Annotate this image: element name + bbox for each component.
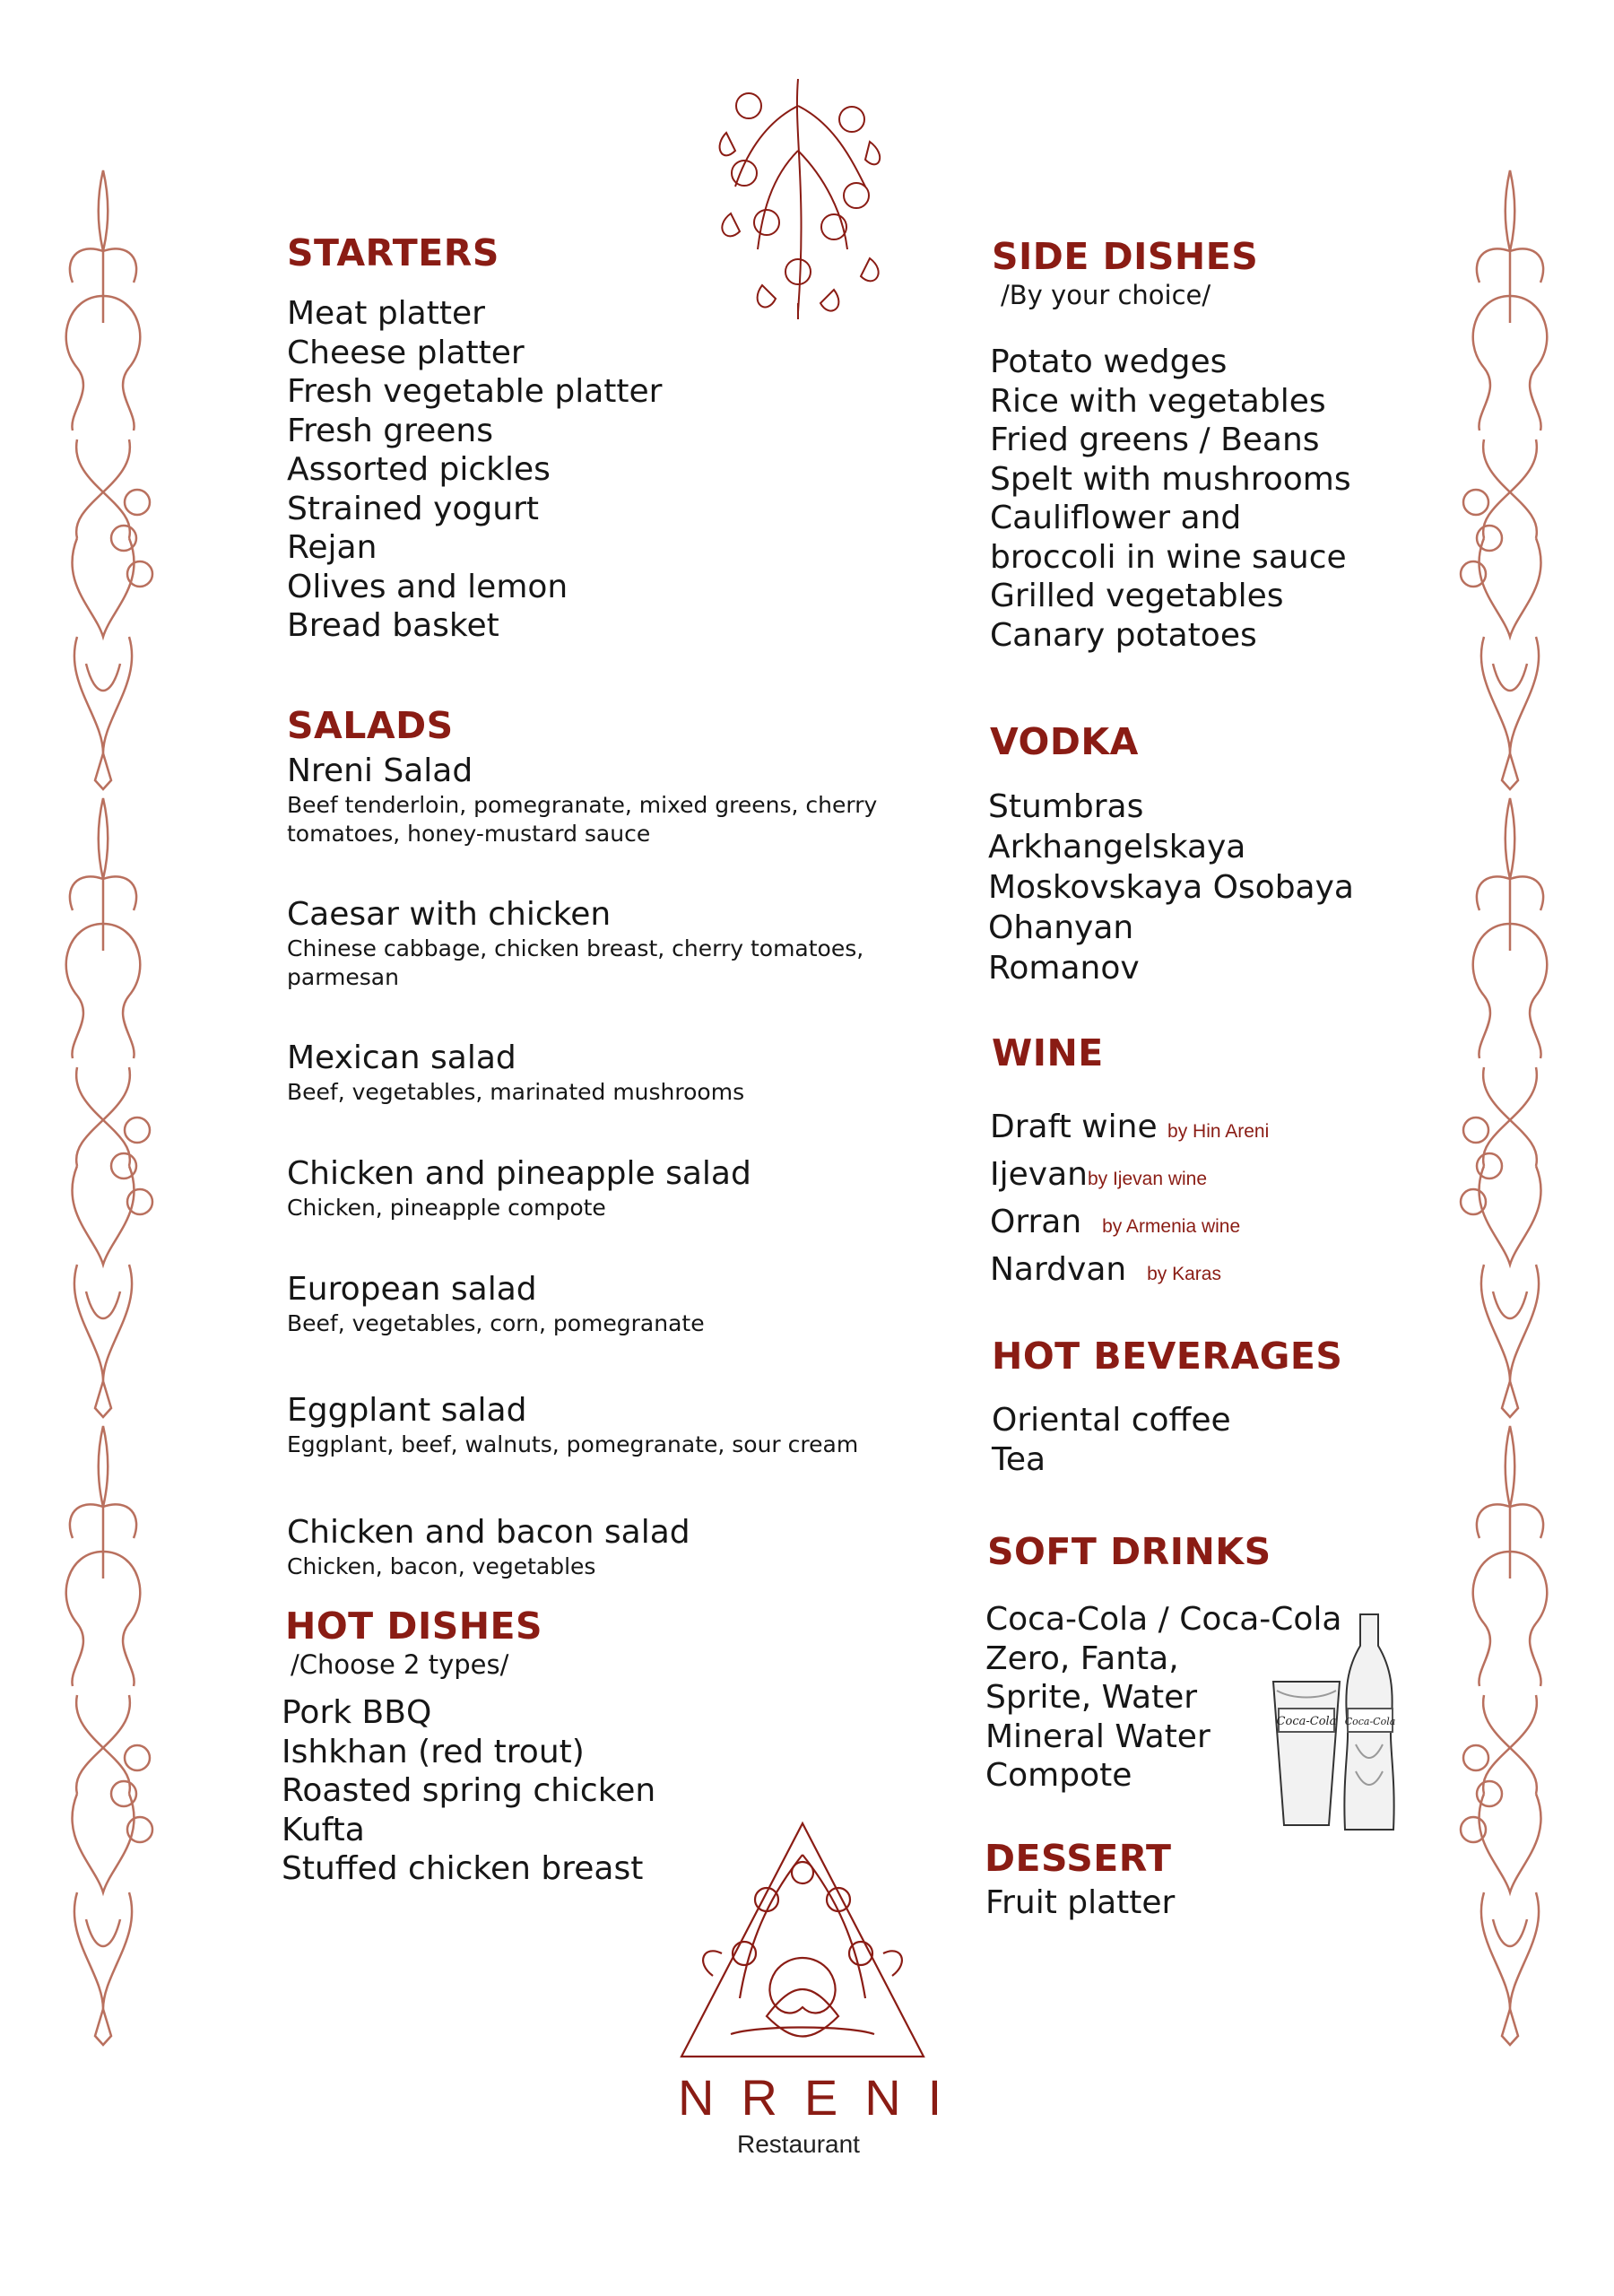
list-item: Mineral Water [985, 1718, 1210, 1755]
salad-name: Eggplant salad [287, 1392, 527, 1429]
wine-title: WINE [992, 1031, 1104, 1074]
list-item: Rejan [287, 529, 377, 566]
side-dishes-section [992, 235, 1458, 310]
list-item: Cheese platter [287, 334, 525, 371]
side-dishes-list [990, 343, 1456, 655]
hot-beverages-list [992, 1401, 1458, 1479]
cola-logo: Coca-Cola [1344, 1716, 1396, 1727]
vodka-section [990, 720, 1456, 763]
salad-item [287, 1154, 933, 1222]
salad-name: European salad [287, 1271, 537, 1308]
list-item: Ishkhan (red trout) [282, 1733, 585, 1770]
list-item: Fresh vegetable platter [287, 373, 663, 410]
salad-desc: Eggplant, beef, walnuts, pomegranate, sour cream [287, 1431, 859, 1457]
salad-item [287, 1391, 933, 1459]
list-item: Roasted spring chicken [282, 1772, 656, 1809]
wine-name: Draft wine [990, 1109, 1158, 1145]
salads-section [287, 704, 933, 747]
list-item: Coca-Cola / Coca-Cola [985, 1601, 1342, 1638]
cola-illustration [1266, 1610, 1401, 1834]
salads-title: SALADS [287, 704, 454, 747]
side-dishes-subtitle: /By your choice/ [1001, 280, 1211, 310]
salad-desc: Beef, vegetables, corn, pomegranate [287, 1310, 705, 1336]
hot-beverages-section [992, 1335, 1476, 1378]
vodka-list [988, 787, 1454, 988]
logo-wordmark: NRENI [678, 2069, 969, 2126]
salad-desc: tomatoes, honey-mustard sauce [287, 821, 651, 847]
dessert-section [985, 1837, 1469, 1880]
salad-name: Chicken and bacon salad [287, 1514, 690, 1551]
list-item: Potato wedges [990, 344, 1228, 380]
list-item: Assorted pickles [287, 451, 551, 488]
list-item: Cauliflower and [990, 500, 1242, 536]
list-item: Spelt with mushrooms [990, 460, 1351, 498]
list-item: Pork BBQ [282, 1694, 432, 1731]
wine-producer: by Armenia wine [1102, 1216, 1241, 1237]
starters-list [287, 294, 915, 646]
salad-name: Nreni Salad [287, 752, 473, 789]
salad-desc: Chicken, pineapple compote [287, 1195, 606, 1221]
side-dishes-title: SIDE DISHES [992, 235, 1259, 278]
wine-item [990, 1106, 1456, 1153]
list-item: Zero, Fanta, [985, 1639, 1179, 1677]
list-item: Rice with vegetables [990, 382, 1326, 420]
salad-item [287, 1270, 933, 1338]
cola-logo: Coca-Cola [1276, 1715, 1337, 1728]
list-item: Fruit platter [985, 1884, 1176, 1921]
hot-dishes-subtitle: /Choose 2 types/ [291, 1649, 509, 1680]
left-border-ornament [50, 161, 156, 2054]
list-item: Oriental coffee [992, 1402, 1231, 1439]
wine-name: Nardvan [990, 1251, 1127, 1288]
list-item: Sprite, Water [985, 1679, 1198, 1716]
dessert-title: DESSERT [985, 1837, 1172, 1880]
list-item: Meat platter [287, 295, 485, 332]
salad-name: Chicken and pineapple salad [287, 1155, 751, 1192]
list-item: Stuffed chicken breast [282, 1850, 644, 1887]
list-item: broccoli in wine sauce [990, 538, 1347, 576]
vodka-title: VODKA [990, 720, 1139, 763]
list-item: Tea [992, 1440, 1046, 1478]
wine-item [990, 1153, 1456, 1201]
soft-drinks-title: SOFT DRINKS [987, 1530, 1271, 1573]
salad-item [287, 895, 933, 992]
wine-name: Ijevan [990, 1156, 1088, 1193]
list-item: Grilled vegetables [990, 578, 1284, 614]
hot-dishes-title: HOT DISHES [285, 1605, 543, 1648]
wine-list [990, 1106, 1456, 1296]
list-item: Moskovskaya Osobaya [988, 869, 1354, 906]
right-border-ornament [1457, 161, 1563, 2054]
salad-item [287, 1039, 933, 1107]
salad-name: Mexican salad [287, 1039, 516, 1076]
list-item: Olives and lemon [287, 568, 568, 605]
starters-section [287, 231, 915, 646]
list-item: Kufta [282, 1811, 365, 1848]
list-item: Stumbras [988, 788, 1144, 825]
list-item: Bread basket [287, 607, 499, 644]
list-item: Fried greens / Beans [990, 422, 1320, 458]
wine-producer: by Hin Areni [1167, 1121, 1270, 1142]
list-item: Arkhangelskaya [988, 829, 1246, 865]
list-item: Fresh greens [287, 412, 493, 449]
wine-item [990, 1201, 1456, 1248]
salad-item [287, 752, 933, 848]
salad-desc: Chicken, bacon, vegetables [287, 1553, 596, 1579]
wine-name: Orran [990, 1204, 1082, 1240]
salad-desc: Beef tenderloin, pomegranate, mixed greens, cherry [287, 792, 878, 818]
soft-drinks-section [987, 1530, 1471, 1573]
starters-title: STARTERS [287, 231, 499, 274]
hot-beverages-title: HOT BEVERAGES [992, 1335, 1343, 1378]
wine-producer: by Ijevan wine [1087, 1169, 1208, 1189]
salad-desc: Chinese cabbage, chicken breast, cherry tomatoes, [287, 935, 864, 961]
wine-producer: by Karas [1147, 1264, 1221, 1284]
salad-item [287, 1513, 933, 1581]
hot-dishes-section [285, 1605, 913, 1680]
dessert-list [985, 1883, 1452, 1923]
salad-desc: parmesan [287, 964, 399, 990]
salad-desc: Beef, vegetables, marinated mushrooms [287, 1079, 745, 1105]
list-item: Canary potatoes [990, 616, 1257, 654]
logo-tagline: Restaurant [737, 2130, 860, 2158]
list-item: Ohanyan [988, 909, 1134, 946]
list-item: Romanov [988, 950, 1140, 987]
wine-section [992, 1031, 1458, 1074]
salad-name: Caesar with chicken [287, 896, 612, 933]
list-item: Compote [985, 1757, 1132, 1794]
list-item: Strained yogurt [287, 490, 540, 527]
logo-emblem [677, 1819, 928, 2061]
wine-item [990, 1248, 1456, 1296]
